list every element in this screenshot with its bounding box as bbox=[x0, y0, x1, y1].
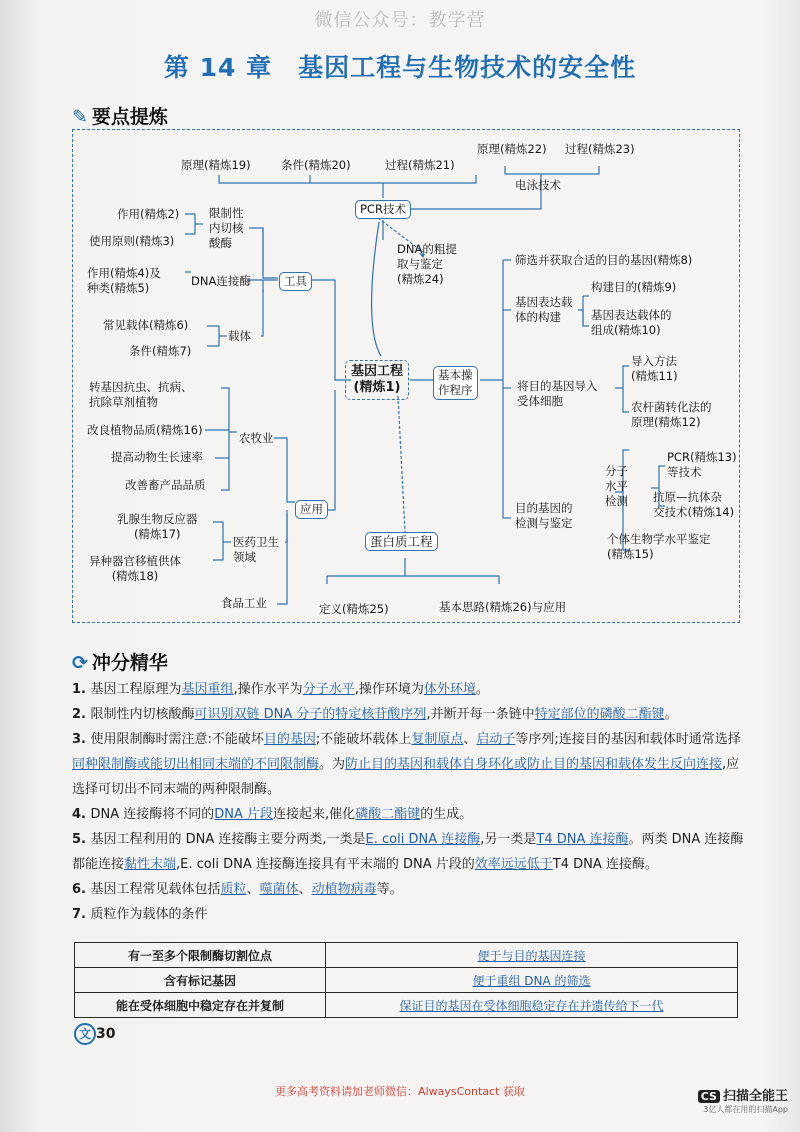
dna-extract-node: DNA的粗提 取与鉴定 (精炼24) bbox=[397, 242, 457, 286]
agri-node: 农牧业 bbox=[239, 431, 274, 445]
list-item bbox=[72, 802, 752, 827]
page-number: 文 30 bbox=[74, 1023, 115, 1045]
item-text: 连接起来,催化 bbox=[273, 807, 356, 822]
molecular-pcr: PCR(精炼13) 等技术 bbox=[667, 450, 737, 479]
vector-node: 载体 bbox=[228, 329, 251, 343]
enzyme-node: 限制性 内切核 酸酶 bbox=[209, 206, 244, 250]
step-1: 筛选并获取合适的目的基因(精炼8) bbox=[515, 253, 693, 267]
list-item bbox=[72, 702, 752, 727]
section-highlights-heading: ⟳ 冲分精华 bbox=[72, 652, 168, 674]
item-number: 5. bbox=[72, 832, 91, 847]
key-phrase: 防止目的基因和载体自身环化或防止目的基因和载体发生反向连接 bbox=[345, 757, 723, 772]
key-phrase: 启动子 bbox=[476, 732, 516, 747]
medical-node: 医药卫生 领域 bbox=[233, 535, 279, 564]
list-item bbox=[72, 827, 752, 877]
item-text: 质粒作为载体的条件 bbox=[90, 907, 208, 922]
section-summary-heading: ✎ 要点提炼 bbox=[72, 106, 168, 128]
item-text: 基因工程利用的 DNA 连接酶主要分两类,一类是 bbox=[90, 832, 366, 847]
key-phrase: 体外环境 bbox=[423, 682, 476, 697]
item-number: 2. bbox=[72, 707, 91, 722]
step-4: 目的基因的 检测与鉴定 bbox=[515, 501, 573, 530]
key-phrase: 基因重组 bbox=[181, 682, 234, 697]
genetic-engineering-center: 基因工程 (精炼1) bbox=[345, 360, 409, 400]
pcr-node: PCR技术 bbox=[355, 200, 411, 219]
item-number: 4. bbox=[72, 807, 91, 822]
food-node: 食品工业 bbox=[221, 596, 267, 610]
item-text: T4 DNA 连接酶。 bbox=[552, 857, 658, 872]
item-text: ,操作环境为 bbox=[354, 682, 424, 697]
item-number: 1. bbox=[72, 682, 91, 697]
concept-map bbox=[72, 129, 740, 623]
key-phrase: 特定部位的磷酸二酯键 bbox=[534, 707, 665, 722]
item-text: 。 bbox=[475, 682, 489, 697]
plasmid-conditions-table bbox=[74, 942, 738, 1018]
list-item bbox=[72, 902, 752, 927]
item-text: 等。 bbox=[376, 882, 403, 897]
item-text: 、 bbox=[463, 732, 477, 747]
pcr-process: 过程(精炼21) bbox=[385, 158, 455, 172]
key-phrase: 目的基因 bbox=[263, 732, 316, 747]
enzyme-principle: 使用原则(精炼3) bbox=[89, 234, 175, 248]
key-phrase: T4 DNA 连接酶 bbox=[536, 832, 629, 847]
item-text: 。两类 DNA 连接酶都能连接 bbox=[72, 832, 744, 872]
molecular-antigen: 抗原—抗体杂 交技术(精炼14) bbox=[653, 490, 735, 519]
list-item bbox=[72, 727, 752, 802]
item-text: 基因工程原理为 bbox=[90, 682, 182, 697]
tools-node: 工具 bbox=[279, 272, 312, 291]
pcr-condition: 条件(精炼20) bbox=[281, 158, 351, 172]
application-node: 应用 bbox=[295, 500, 328, 519]
pen-icon: ✎ bbox=[72, 106, 88, 128]
protein-node: 蛋白质工程 bbox=[365, 532, 438, 551]
enzyme-function: 作用(精炼2) bbox=[117, 207, 180, 221]
item-text: ,并断开每一条链中 bbox=[426, 707, 535, 722]
item-text: 。 bbox=[664, 707, 678, 722]
key-phrase: 磷酸二酯键 bbox=[355, 807, 421, 822]
item-text: ;不能破坏载体上 bbox=[315, 732, 412, 747]
agri-item-2: 改良植物品质(精炼16) bbox=[87, 423, 203, 437]
item-text: 基因工程常见载体包括 bbox=[90, 882, 221, 897]
ligase-node: DNA连接酶 bbox=[191, 274, 251, 288]
vector-condition: 条件(精炼7) bbox=[129, 344, 192, 358]
step-3-method: 导入方法 (精炼11) bbox=[631, 354, 678, 383]
electro-process: 过程(精炼23) bbox=[565, 142, 635, 156]
key-phrase: 分子水平 bbox=[302, 682, 355, 697]
procedure-node: 基本操 作程序 bbox=[433, 366, 478, 400]
protein-approach: 基本思路(精炼26)与应用 bbox=[439, 600, 567, 614]
key-phrase: 效率远远低于 bbox=[474, 857, 553, 872]
step-2: 基因表达载 体的构建 bbox=[515, 295, 573, 324]
swirl-icon: ⟳ bbox=[72, 652, 88, 674]
agri-item-1: 转基因抗虫、抗病、 抗除草剂植物 bbox=[89, 380, 193, 409]
item-text: 限制性内切核酸酶 bbox=[90, 707, 195, 722]
vector-common: 常见载体(精炼6) bbox=[103, 318, 189, 332]
ligase-function: 作用(精炼4)及 种类(精炼5) bbox=[87, 266, 161, 295]
step-2-purpose: 构建目的(精炼9) bbox=[591, 280, 677, 294]
step-2-composition: 基因表达载体的 组成(精炼10) bbox=[591, 308, 672, 337]
key-phrase: E. coli DNA 连接酶 bbox=[365, 832, 481, 847]
item-text: 、 bbox=[298, 882, 312, 897]
table-row: 能在受体细胞中稳定存在并复制 保证目的基因在受体细胞稳定存在并遗传给下一代 bbox=[75, 993, 738, 1018]
step-3: 将目的基因导入 受体细胞 bbox=[517, 379, 598, 408]
key-phrase: 噬菌体 bbox=[259, 882, 299, 897]
footer-note: 更多高考资料请加老师微信：AlwaysContact 获取 bbox=[275, 1085, 525, 1098]
key-phrase: 可识别双链 DNA 分子的特定核苷酸序列 bbox=[194, 707, 427, 722]
medical-item-2: 异种器官移植供体 (精炼18) bbox=[89, 554, 181, 583]
item-number: 6. bbox=[72, 882, 91, 897]
key-phrase: 动植物病毒 bbox=[311, 882, 377, 897]
agri-item-4: 改善畜产品品质 bbox=[125, 478, 206, 492]
electro-node: 电泳技术 bbox=[515, 178, 561, 192]
item-number: 7. bbox=[72, 907, 91, 922]
table-row: 含有标记基因 便于重组 DNA 的筛选 bbox=[75, 968, 738, 993]
key-phrase: 复制原点 bbox=[411, 732, 464, 747]
item-text: 等序列;连接目的基因和载体时通常选择 bbox=[515, 732, 741, 747]
step-3-agrobacterium: 农杆菌转化法的 原理(精炼12) bbox=[631, 400, 712, 429]
key-phrase: 黏性末端 bbox=[124, 857, 177, 872]
key-phrase: 质粒 bbox=[220, 882, 247, 897]
item-text: ,应选择可切出不同末端的两种限制酶。 bbox=[72, 757, 740, 797]
item-text: 、 bbox=[246, 882, 260, 897]
key-phrase: 同种限制酶或能切出相同末端的不同限制酶 bbox=[72, 757, 320, 772]
item-text: 。为 bbox=[319, 757, 346, 772]
list-item bbox=[72, 877, 752, 902]
table-row: 有一至多个限制酶切割位点 便于与目的基因连接 bbox=[75, 943, 738, 968]
item-number: 3. bbox=[72, 732, 91, 747]
chapter-title: 第 14 章 基因工程与生物技术的安全性 bbox=[163, 53, 637, 82]
molecular-level: 分子 水平 检测 bbox=[605, 464, 628, 508]
pcr-principle: 原理(精炼19) bbox=[181, 158, 251, 172]
watermark: 微信公众号：教学营 bbox=[314, 10, 486, 31]
key-phrase: DNA 片段 bbox=[214, 807, 274, 822]
scanner-tagline: 3亿人都在用的扫描App bbox=[703, 1105, 788, 1114]
cs-logo-icon: CS bbox=[698, 1090, 720, 1103]
item-text: ,另一类是 bbox=[480, 832, 537, 847]
item-text: ,E. coli DNA 连接酶连接具有平末端的 DNA 片段的 bbox=[176, 857, 475, 872]
page-number-icon: 文 bbox=[74, 1023, 96, 1045]
electro-principle: 原理(精炼22) bbox=[477, 142, 547, 156]
item-text: DNA 连接酶将不同的 bbox=[90, 807, 215, 822]
agri-item-3: 提高动物生长速率 bbox=[111, 450, 203, 464]
item-text: 使用限制酶时需注意:不能破坏 bbox=[90, 732, 264, 747]
protein-definition: 定义(精炼25) bbox=[319, 602, 389, 616]
item-text: 的生成。 bbox=[420, 807, 473, 822]
highlight-list bbox=[72, 677, 752, 927]
scanner-brand: CS 扫描全能王 bbox=[698, 1085, 788, 1104]
list-item bbox=[72, 677, 752, 702]
item-text: ,操作水平为 bbox=[233, 682, 303, 697]
individual-level: 个体生物学水平鉴定 (精炼15) bbox=[607, 532, 711, 561]
medical-item-1: 乳腺生物反应器 (精炼17) bbox=[117, 512, 198, 541]
